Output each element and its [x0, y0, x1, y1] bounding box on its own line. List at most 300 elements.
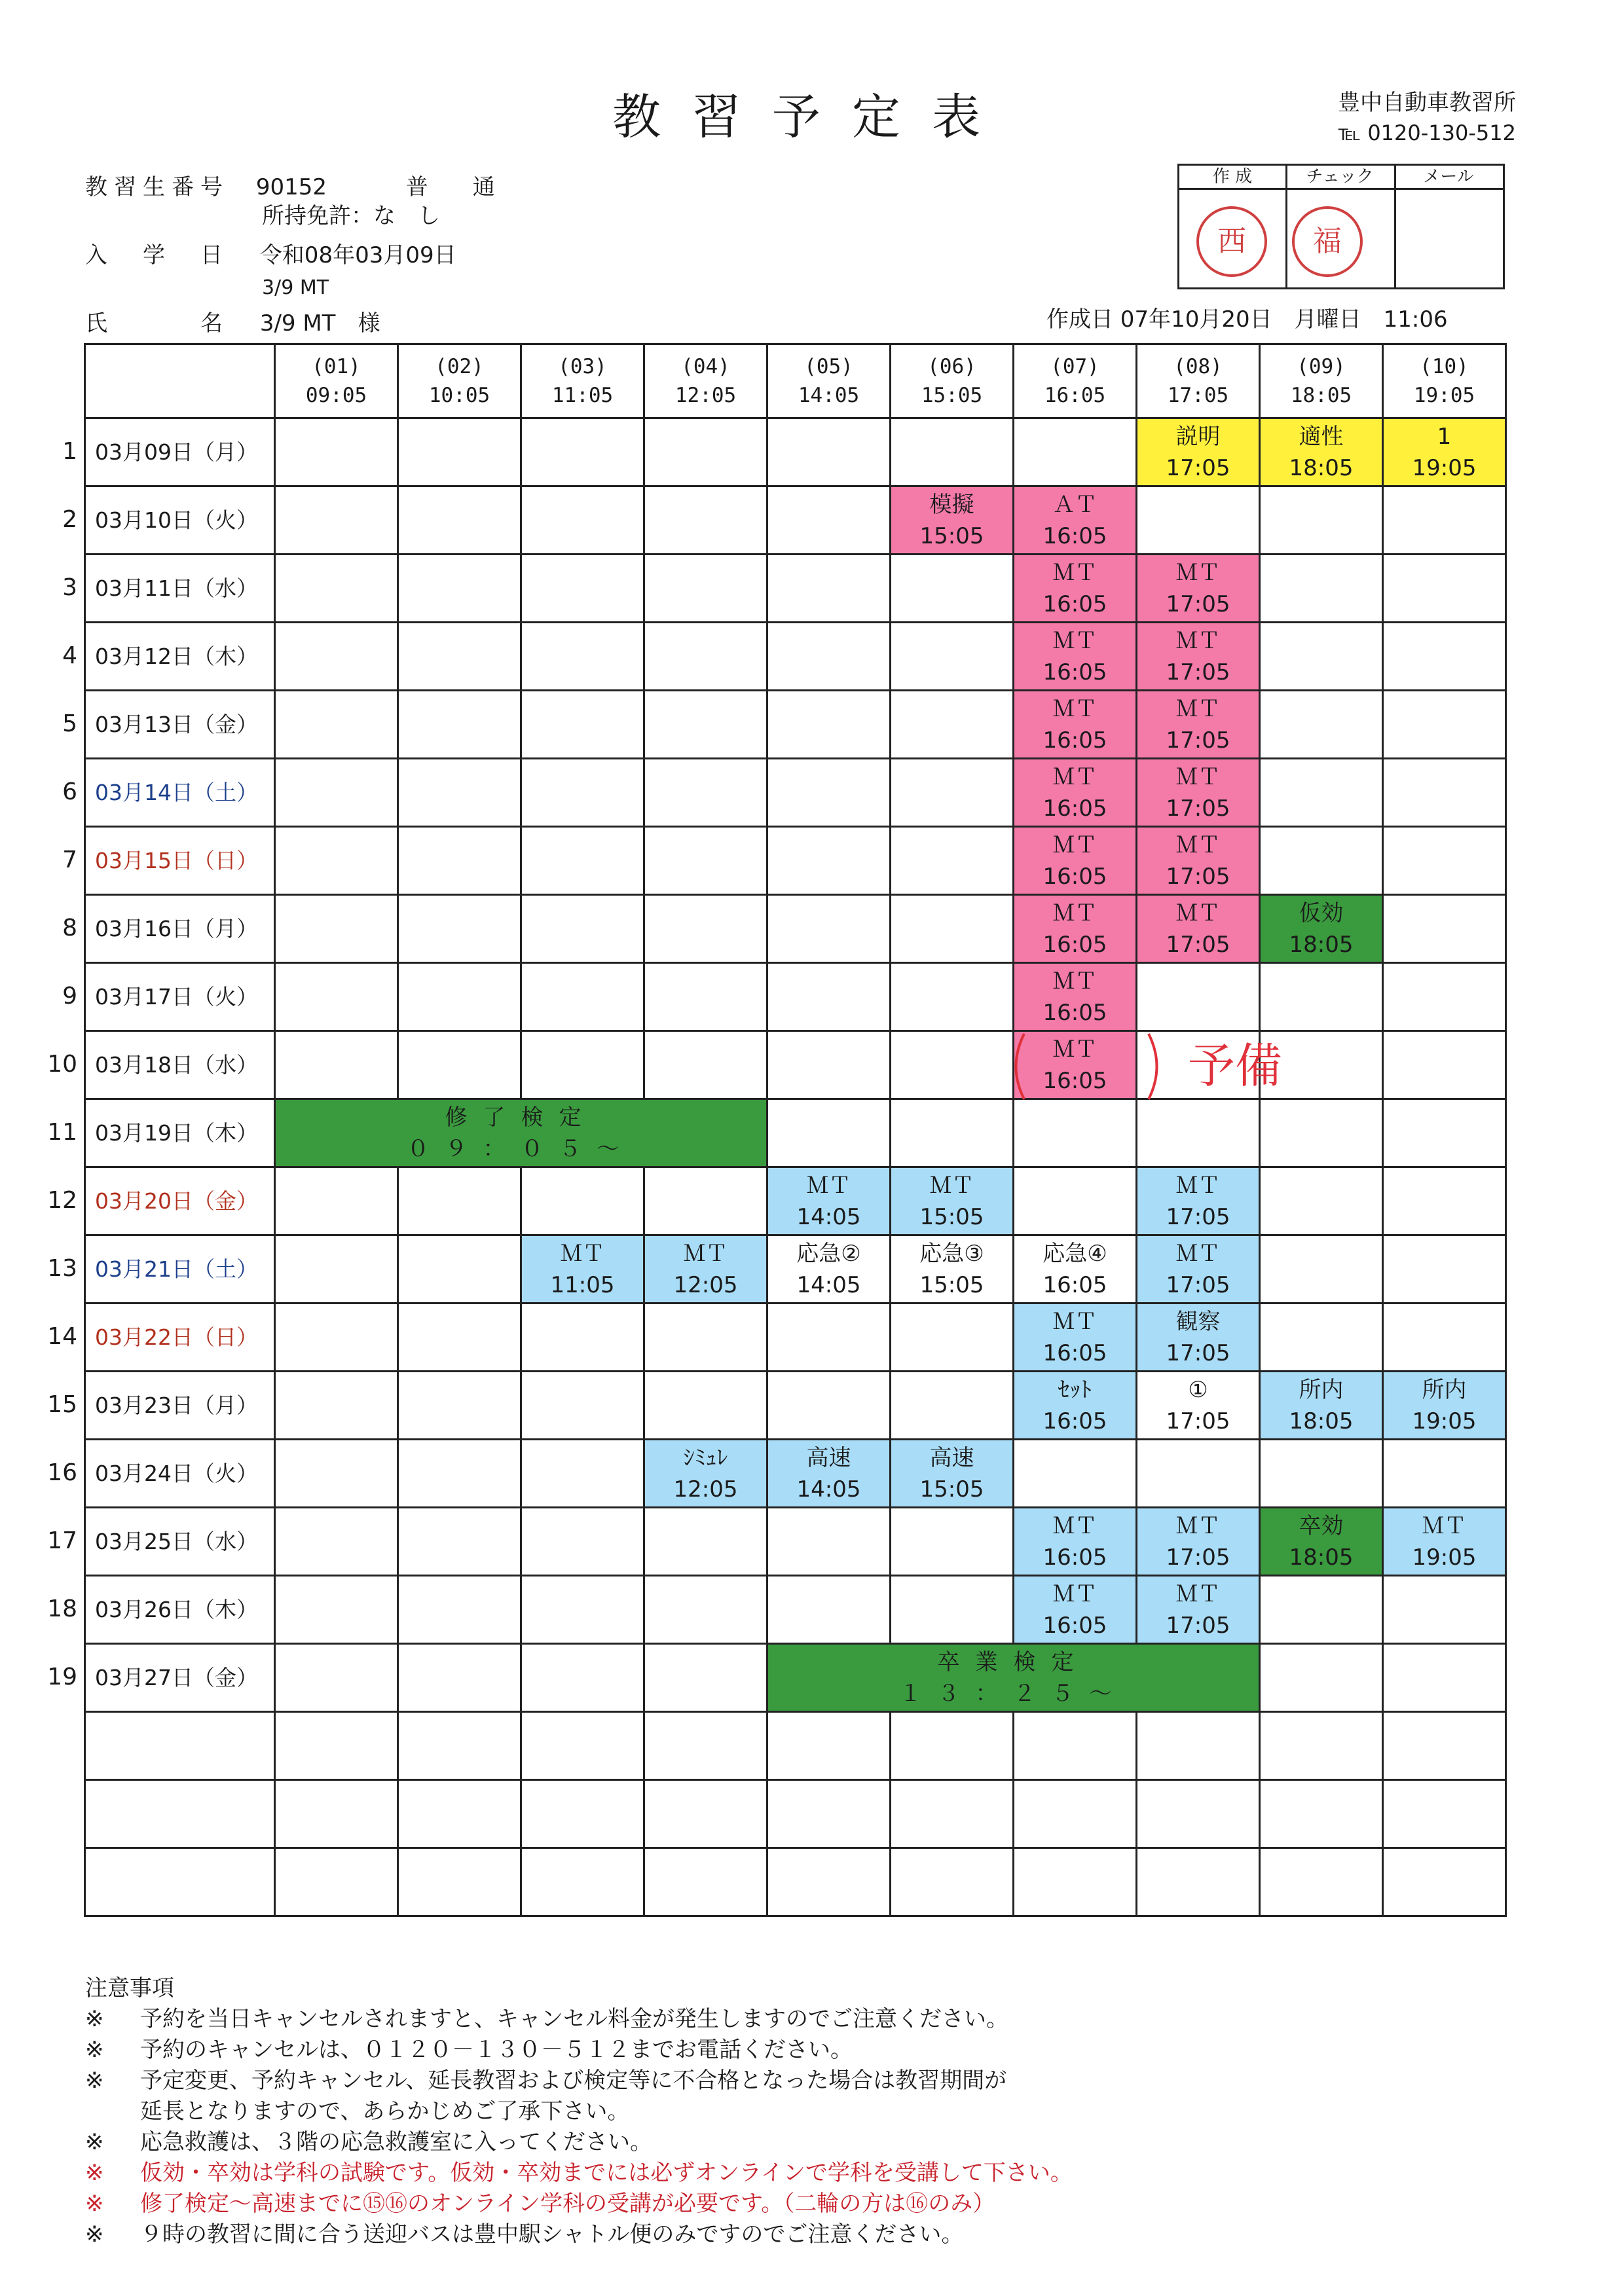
- period-number: (07): [1050, 355, 1099, 378]
- lesson-cell[interactable]: [644, 1235, 767, 1303]
- lesson-time: 15:05: [919, 1271, 984, 1298]
- empty-slot: [1014, 1099, 1137, 1167]
- period-time: 12:05: [674, 384, 737, 407]
- name-label: 氏 名: [85, 310, 229, 337]
- student-name: 3/9 MT 様: [259, 310, 380, 337]
- school-tel: ℡ 0120-130-512: [1338, 120, 1516, 145]
- period-time: 09:05: [305, 384, 367, 407]
- empty-slot: [891, 418, 1014, 486]
- empty-slot: [767, 1848, 891, 1916]
- lesson-time: 16:05: [1043, 863, 1107, 890]
- period-header: [891, 344, 1014, 418]
- note-text: 予約を当日キャンセルされますと、キャンセル料金が発生しますのでご注意ください。: [140, 2006, 1008, 2032]
- page-title: 教習予定表: [612, 89, 1012, 145]
- empty-slot: [767, 418, 891, 486]
- note-text: 仮効・卒効は学科の試験です。仮効・卒効までには必ずオンラインで学科を受講して下さい。: [140, 2160, 1073, 2186]
- period-number: (08): [1173, 355, 1223, 378]
- note-item: [85, 2219, 1073, 2250]
- empty-slot: [1383, 486, 1506, 555]
- lesson-type: ＭＴ: [806, 1172, 851, 1199]
- stamp-col-created: [1179, 166, 1287, 287]
- lesson-cell[interactable]: [1014, 827, 1137, 895]
- lesson-cell[interactable]: [1260, 1372, 1383, 1440]
- lesson-cell[interactable]: [644, 1440, 767, 1508]
- row-date: 03月11日（水）: [85, 555, 275, 623]
- schedule-row: [85, 418, 1506, 486]
- empty-slot: [1383, 827, 1506, 895]
- exam-time: １３：２５～: [899, 1680, 1128, 1707]
- lesson-time: 17:05: [1166, 1544, 1230, 1571]
- period-header: [275, 344, 398, 418]
- empty-slot: [1260, 691, 1383, 759]
- lesson-cell[interactable]: [1260, 418, 1383, 486]
- lesson-cell[interactable]: [1137, 1372, 1260, 1440]
- empty-slot: [1260, 963, 1383, 1031]
- period-time: 16:05: [1044, 384, 1106, 407]
- lesson-cell[interactable]: [1137, 827, 1260, 895]
- empty-slot: [1383, 623, 1506, 691]
- lesson-cell[interactable]: [767, 1235, 891, 1303]
- lesson-time: 19:05: [1412, 1544, 1477, 1571]
- empty-slot: [1260, 827, 1383, 895]
- stamp-box: [1177, 164, 1505, 289]
- empty-slot: [1383, 1303, 1506, 1372]
- empty-slot: [275, 1440, 398, 1508]
- lesson-type: 1: [1437, 423, 1452, 450]
- lesson-type: 高速: [806, 1444, 851, 1471]
- empty-slot: [275, 1780, 398, 1848]
- empty-slot: [521, 555, 644, 623]
- empty-slot: [644, 827, 767, 895]
- note-item: [85, 2035, 1073, 2066]
- empty-slot: [1383, 1031, 1506, 1099]
- lesson-type: ＭＴ: [1052, 1512, 1098, 1539]
- lesson-cell[interactable]: [1014, 1576, 1137, 1644]
- empty-slot: [398, 1031, 521, 1099]
- lesson-cell[interactable]: [1137, 418, 1260, 486]
- handwritten-note: 予備: [1187, 1038, 1282, 1093]
- empty-slot: [891, 555, 1014, 623]
- lesson-cell[interactable]: [1137, 555, 1260, 623]
- lesson-type: 仮効: [1299, 900, 1344, 926]
- entry-date: 令和08年03月09日: [259, 242, 456, 268]
- lesson-time: 17:05: [1166, 591, 1230, 617]
- exam-span-cell[interactable]: [275, 1099, 767, 1167]
- lesson-cell[interactable]: [1014, 1235, 1137, 1303]
- lesson-type: ＭＴ: [1175, 1580, 1221, 1607]
- empty-slot: [1014, 1848, 1137, 1916]
- lesson-type: ＭＴ: [929, 1172, 974, 1199]
- note-item: [85, 2158, 1073, 2189]
- note-mark: ※: [85, 2221, 104, 2248]
- lesson-type: ＭＴ: [1175, 763, 1221, 790]
- empty-slot: [1383, 1235, 1506, 1303]
- empty-slot: [891, 1576, 1014, 1644]
- hand-paren-left: [1016, 1034, 1024, 1099]
- empty-slot: [1014, 1780, 1137, 1848]
- lesson-type: ①: [1188, 1376, 1208, 1403]
- lesson-type: 応急③: [919, 1240, 984, 1267]
- row-number: 17: [47, 1527, 77, 1554]
- row-number: 18: [47, 1595, 77, 1622]
- empty-slot: [398, 759, 521, 827]
- lesson-type: 適性: [1299, 423, 1344, 450]
- empty-slot: [644, 1848, 767, 1916]
- lesson-time: 14:05: [796, 1271, 861, 1298]
- lesson-cell[interactable]: [1014, 623, 1137, 691]
- handwritten-mark: [1005, 1027, 1345, 1106]
- empty-slot: [891, 1099, 1014, 1167]
- empty-slot: [891, 1372, 1014, 1440]
- lesson-cell[interactable]: [1014, 1303, 1137, 1372]
- lesson-time: 16:05: [1043, 1271, 1107, 1298]
- lesson-time: 17:05: [1166, 931, 1230, 958]
- note-item: [85, 2127, 1073, 2158]
- empty-slot: [521, 827, 644, 895]
- period-number: (02): [435, 355, 484, 378]
- lesson-cell[interactable]: [891, 1440, 1014, 1508]
- lesson-type: ＭＴ: [1052, 695, 1098, 722]
- empty-slot: [891, 1780, 1014, 1848]
- exam-time: ０９：０５～: [407, 1135, 635, 1162]
- empty-slot: [521, 1031, 644, 1099]
- period-header: [644, 344, 767, 418]
- row-number: 14: [47, 1322, 77, 1350]
- schedule-row: [85, 1372, 1506, 1440]
- schedule-row: [85, 963, 1506, 1031]
- lesson-cell[interactable]: [767, 1440, 891, 1508]
- empty-slot: [1260, 623, 1383, 691]
- lesson-time: 17:05: [1166, 727, 1230, 754]
- header-corner: [85, 344, 275, 418]
- lesson-type: ＭＴ: [1052, 627, 1098, 654]
- empty-slot: [767, 623, 891, 691]
- lesson-type: 高速: [929, 1444, 974, 1471]
- row-number: 7: [62, 846, 77, 873]
- lesson-type: ＭＴ: [560, 1240, 605, 1267]
- course-type: 普 通: [405, 174, 495, 200]
- period-number: (10): [1420, 355, 1469, 378]
- stamp-label: チェック: [1285, 166, 1394, 190]
- empty-slot: [644, 1712, 767, 1780]
- row-date: 03月17日（火）: [85, 963, 275, 1031]
- empty-slot: [644, 691, 767, 759]
- note-mark: ※: [85, 2006, 104, 2032]
- empty-slot: [275, 1644, 398, 1712]
- empty-slot: [1383, 963, 1506, 1031]
- empty-slot: [398, 1235, 521, 1303]
- lesson-time: 12:05: [673, 1271, 738, 1298]
- note-mark: ※: [85, 2037, 104, 2063]
- lesson-cell[interactable]: [1137, 1235, 1260, 1303]
- schedule-row: [85, 1440, 1506, 1508]
- lesson-cell[interactable]: [1014, 1508, 1137, 1576]
- row-number: 8: [62, 914, 77, 941]
- row-date: 03月25日（水）: [85, 1508, 275, 1576]
- empty-slot: [767, 1031, 891, 1099]
- schedule-row: [85, 1303, 1506, 1372]
- period-header: [1383, 344, 1506, 418]
- lesson-type: ＭＴ: [1175, 695, 1221, 722]
- empty-slot: [1137, 1780, 1260, 1848]
- lesson-cell[interactable]: [1137, 1167, 1260, 1235]
- empty-slot: [521, 1440, 644, 1508]
- empty-slot: [398, 623, 521, 691]
- empty-slot: [1383, 1099, 1506, 1167]
- empty-slot: [891, 895, 1014, 963]
- lesson-type: ＭＴ: [1175, 1240, 1221, 1267]
- empty-slot: [275, 1167, 398, 1235]
- empty-slot: [1014, 418, 1137, 486]
- schedule-row: [85, 691, 1506, 759]
- lesson-type: ＭＴ: [1052, 559, 1098, 586]
- school-name: 豊中自動車教習所: [1338, 90, 1516, 116]
- lesson-cell[interactable]: [1383, 1508, 1506, 1576]
- empty-slot: [398, 1372, 521, 1440]
- lesson-cell[interactable]: [1014, 895, 1137, 963]
- lesson-time: 14:05: [796, 1203, 861, 1230]
- header-row: [85, 344, 1506, 418]
- license-held: 所持免許：な し: [262, 203, 440, 229]
- empty-slot: [398, 1167, 521, 1235]
- lesson-time: 18:05: [1289, 931, 1354, 958]
- student-number: 90152: [255, 174, 327, 200]
- row-number: 13: [47, 1254, 77, 1282]
- empty-slot: [398, 1303, 521, 1372]
- lesson-cell[interactable]: [1014, 963, 1137, 1031]
- created-date: 作成日 07年10月20日 月曜日 11:06: [1046, 306, 1448, 333]
- lesson-cell[interactable]: [1137, 691, 1260, 759]
- empty-slot: [1383, 1780, 1506, 1848]
- empty-slot: [767, 486, 891, 555]
- empty-slot: [644, 486, 767, 555]
- lesson-type: ＭＴ: [1052, 831, 1098, 858]
- empty-slot: [644, 555, 767, 623]
- lesson-cell[interactable]: [1137, 1576, 1260, 1644]
- notes-list: [85, 2004, 1073, 2250]
- lesson-type: ＭＴ: [683, 1240, 728, 1267]
- note-mark: ※: [85, 2160, 104, 2186]
- lesson-cell[interactable]: [1137, 895, 1260, 963]
- lesson-type: ＭＴ: [1052, 763, 1098, 790]
- empty-slot: [1137, 963, 1260, 1031]
- empty-slot: [275, 555, 398, 623]
- lesson-cell[interactable]: [1014, 555, 1137, 623]
- lesson-time: 12:05: [673, 1476, 738, 1503]
- empty-slot: [1260, 759, 1383, 827]
- lesson-type: ＭＴ: [1175, 627, 1221, 654]
- empty-slot: [521, 1644, 644, 1712]
- lesson-type: ＭＴ: [1052, 968, 1098, 994]
- lesson-type: ＭＴ: [1052, 900, 1098, 926]
- empty-slot: [1260, 555, 1383, 623]
- lesson-time: 16:05: [1043, 1067, 1107, 1094]
- empty-slot: [521, 623, 644, 691]
- exam-title: 卒業検定: [937, 1649, 1090, 1675]
- lesson-time: 17:05: [1166, 1408, 1230, 1434]
- note-item: [85, 2004, 1073, 2035]
- note-mark: ※: [85, 2129, 104, 2155]
- empty-slot: [275, 1508, 398, 1576]
- empty-slot: [1137, 1099, 1260, 1167]
- lesson-cell[interactable]: [1260, 1508, 1383, 1576]
- lesson-type: 説明: [1175, 423, 1221, 450]
- empty-slot: [644, 1372, 767, 1440]
- empty-slot: [275, 963, 398, 1031]
- period-number: (01): [312, 355, 361, 378]
- period-number: (06): [927, 355, 976, 378]
- empty-slot: [521, 1372, 644, 1440]
- empty-slot: [1260, 1303, 1383, 1372]
- empty-slot: [521, 418, 644, 486]
- note-item: [85, 2066, 1073, 2096]
- empty-slot: [1260, 1848, 1383, 1916]
- school-info: [1338, 88, 1516, 148]
- lesson-time: 18:05: [1289, 1544, 1354, 1571]
- empty-slot: [644, 895, 767, 963]
- period-header: [1260, 344, 1383, 418]
- lesson-cell[interactable]: [1137, 623, 1260, 691]
- lesson-type: 観察: [1175, 1308, 1221, 1335]
- empty-slot: [1137, 1848, 1260, 1916]
- lesson-time: 19:05: [1412, 1408, 1477, 1434]
- empty-slot: [891, 1508, 1014, 1576]
- schedule-row: [85, 827, 1506, 895]
- lesson-type: 模擬: [929, 491, 974, 518]
- lesson-cell[interactable]: [1260, 895, 1383, 963]
- empty-slot: [1383, 895, 1506, 963]
- empty-slot: [275, 1303, 398, 1372]
- empty-slot: [891, 1303, 1014, 1372]
- exam-span-cell[interactable]: [767, 1644, 1260, 1712]
- empty-slot: [398, 555, 521, 623]
- lesson-time: 17:05: [1166, 1339, 1230, 1366]
- empty-slot: [521, 691, 644, 759]
- student-group: 3/9 MT: [262, 276, 329, 299]
- empty-slot: [644, 759, 767, 827]
- empty-slot: [521, 1303, 644, 1372]
- note-text: 修了検定～高速までに⑮⑯のオンライン学科の受講が必要です。（二輪の方は⑯のみ）: [140, 2191, 995, 2217]
- empty-slot: [275, 486, 398, 555]
- lesson-cell[interactable]: [1014, 691, 1137, 759]
- row-number: 2: [62, 505, 77, 533]
- empty-slot: [521, 1576, 644, 1644]
- lesson-type: ＭＴ: [1052, 1308, 1098, 1335]
- row-number: 19: [47, 1663, 77, 1690]
- empty-slot: [521, 486, 644, 555]
- stamp-label: 作 成: [1179, 166, 1285, 190]
- lesson-cell[interactable]: [1014, 759, 1137, 827]
- period-time: 10:05: [428, 384, 490, 407]
- schedule-table: [84, 343, 1507, 1917]
- student-number-row: [85, 169, 495, 201]
- stamp-col-check: [1285, 166, 1396, 287]
- empty-slot: [275, 827, 398, 895]
- empty-slot: [767, 1303, 891, 1372]
- lesson-cell[interactable]: [891, 486, 1014, 555]
- empty-slot: [1014, 1167, 1137, 1235]
- row-date: [85, 1848, 275, 1916]
- empty-slot: [644, 1167, 767, 1235]
- period-header: [398, 344, 521, 418]
- note-mark: ※: [85, 2191, 104, 2217]
- empty-slot: [398, 1576, 521, 1644]
- lesson-cell[interactable]: [1137, 759, 1260, 827]
- lesson-cell[interactable]: [1383, 1372, 1506, 1440]
- row-number: 4: [62, 642, 77, 669]
- empty-slot: [275, 895, 398, 963]
- lesson-type: ＭＴ: [1175, 900, 1221, 926]
- schedule-row: [85, 1508, 1506, 1576]
- row-date: 03月21日（土）: [85, 1235, 275, 1303]
- row-date: 03月12日（木）: [85, 623, 275, 691]
- empty-slot: [1260, 1440, 1383, 1508]
- empty-slot: [644, 1644, 767, 1712]
- empty-slot: [1260, 1167, 1383, 1235]
- lesson-cell[interactable]: [1014, 1372, 1137, 1440]
- empty-slot: [1260, 486, 1383, 555]
- empty-slot: [398, 691, 521, 759]
- schedule-row: [85, 1167, 1506, 1235]
- empty-slot: [1260, 1576, 1383, 1644]
- empty-slot: [644, 1508, 767, 1576]
- empty-slot: [521, 1848, 644, 1916]
- empty-slot: [398, 827, 521, 895]
- schedule-row: [85, 486, 1506, 555]
- empty-slot: [1137, 486, 1260, 555]
- lesson-cell[interactable]: [1137, 1508, 1260, 1576]
- row-number: 6: [62, 778, 77, 805]
- note-text: 予約のキャンセルは、０１２０－１３０－５１２までお電話ください。: [140, 2037, 853, 2063]
- empty-slot: [275, 1848, 398, 1916]
- row-number: 11: [47, 1118, 77, 1146]
- empty-slot: [644, 418, 767, 486]
- lesson-time: 16:05: [1043, 931, 1107, 958]
- row-date: 03月09日（月）: [85, 418, 275, 486]
- lesson-cell[interactable]: [1383, 418, 1506, 486]
- lesson-cell[interactable]: [1014, 486, 1137, 555]
- row-number: 15: [47, 1391, 77, 1418]
- stamp-col-mail: [1394, 166, 1503, 287]
- row-date: 03月14日（土）: [85, 759, 275, 827]
- empty-slot: [891, 1712, 1014, 1780]
- row-number: 16: [47, 1459, 77, 1486]
- lesson-cell[interactable]: [891, 1235, 1014, 1303]
- lesson-cell[interactable]: [891, 1167, 1014, 1235]
- period-time: 19:05: [1413, 384, 1475, 407]
- row-date: 03月24日（火）: [85, 1440, 275, 1508]
- lesson-cell[interactable]: [521, 1235, 644, 1303]
- lesson-time: 17:05: [1166, 659, 1230, 685]
- lesson-type: ＭＴ: [1422, 1512, 1467, 1539]
- note-mark: ※: [85, 2068, 104, 2094]
- empty-slot: [521, 1508, 644, 1576]
- lesson-type: ＭＴ: [1052, 1580, 1098, 1607]
- lesson-time: 17:05: [1166, 795, 1230, 822]
- schedule-row: [85, 555, 1506, 623]
- lesson-type: 応急④: [1043, 1240, 1107, 1267]
- empty-slot: [767, 1576, 891, 1644]
- empty-slot: [767, 1372, 891, 1440]
- empty-slot: [891, 1031, 1014, 1099]
- lesson-time: 15:05: [919, 522, 984, 549]
- period-time: 11:05: [551, 384, 614, 407]
- lesson-cell[interactable]: [767, 1167, 891, 1235]
- lesson-time: 17:05: [1166, 454, 1230, 481]
- schedule-row: [85, 759, 1506, 827]
- empty-slot: [891, 759, 1014, 827]
- lesson-cell[interactable]: [1137, 1303, 1260, 1372]
